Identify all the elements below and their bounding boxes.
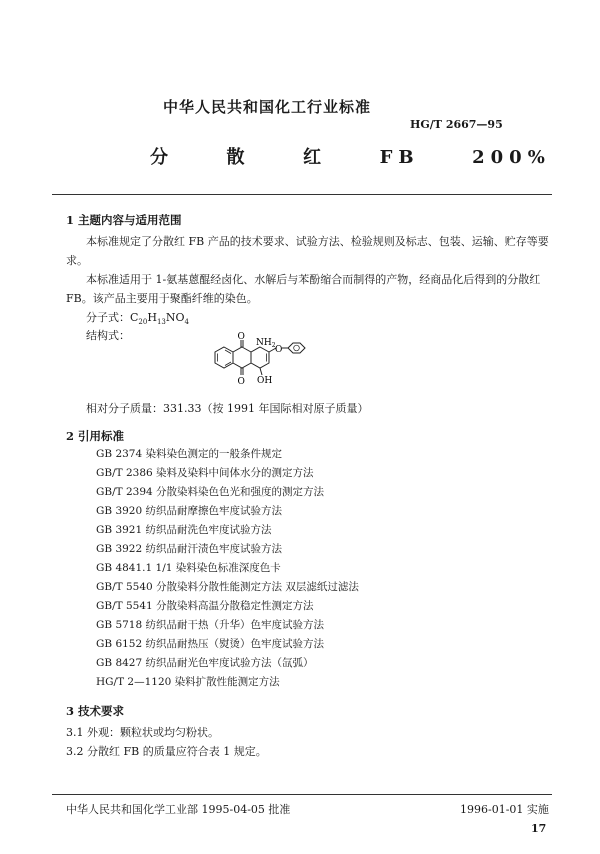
section-1-para-2-cont: FB。该产品主要用于聚酯纤维的染色。 <box>66 292 258 305</box>
formula-h-count: 13 <box>156 318 166 326</box>
ref-gb6152: GB 6152 纺织品耐热压（熨烫）色牢度试验方法 <box>96 638 324 650</box>
header-divider <box>52 194 552 195</box>
page-number: 17 <box>531 822 547 835</box>
phenyl-ring <box>288 343 305 353</box>
ref-gb3922: GB 3922 纺织品耐汗渍色牢度试验方法 <box>96 543 283 555</box>
approval-line: 中华人民共和国化学工业部 1995-04-05 批准 <box>66 803 291 816</box>
section-1-heading: 1 主题内容与适用范围 <box>66 213 182 227</box>
ref-gb2374: GB 2374 染料染色测定的一般条件规定 <box>96 448 283 460</box>
carbonyl-o-bottom: O <box>237 377 245 387</box>
section-3-heading: 3 技术要求 <box>66 704 125 718</box>
ref-gbt5540: GB/T 5540 分散染料分散性能测定方法 双层滤纸过滤法 <box>96 581 359 593</box>
structural-formula <box>200 330 320 392</box>
issuing-authority: 中华人民共和国化工行业标准 <box>163 98 372 116</box>
section-2-heading: 2 引用标准 <box>66 429 125 443</box>
ref-gb4841: GB 4841.1 1/1 染料染色标准深度色卡 <box>96 562 281 574</box>
hydroxyl-group: OH <box>257 376 273 386</box>
section-1-para-1-cont: 求。 <box>66 254 88 267</box>
formula-c-count: 20 <box>138 318 148 326</box>
footer-divider <box>52 794 552 795</box>
section-1-para-2: 本标准适用于 1-氨基蒽醌经卤化、水解后与苯酚缩合而制得的产物，经商品化后得到的分散红 <box>86 273 541 286</box>
ref-hgt2-1120: HG/T 2—1120 染料扩散性能测定方法 <box>96 676 280 688</box>
section-1-para-1: 本标准规定了分散红 FB 产品的技术要求、试验方法、检验规则及标志、包装、运输、贮存等要 <box>86 235 549 248</box>
standard-number: HG/T 2667—95 <box>410 118 503 131</box>
ref-gbt2394: GB/T 2394 分散染料染色色光和强度的测定方法 <box>96 486 325 498</box>
effective-date: 1996-01-01 实施 <box>460 803 549 816</box>
ref-gb5718: GB 5718 纺织品耐干热（升华）色牢度试验方法 <box>96 619 324 631</box>
structure-label: 结构式： <box>86 329 130 342</box>
section-3-1: 3.1 外观：颗粒状或均匀粉状。 <box>66 726 219 739</box>
phenoxy-oxygen: O <box>275 345 283 355</box>
document-title: 分 散 红 FB 200% <box>150 147 551 168</box>
formula-c: C <box>130 311 139 324</box>
ref-gb8427: GB 8427 纺织品耐光色牢度试验方法（氙弧） <box>96 657 314 669</box>
ref-gbt2386: GB/T 2386 染料及染料中间体水分的测定方法 <box>96 467 314 479</box>
amino-group: $NH_2$ <box>256 338 276 349</box>
formula-o-count: 4 <box>184 318 189 326</box>
molecular-formula <box>86 309 189 326</box>
ref-gb3920: GB 3920 纺织品耐摩擦色牢度试验方法 <box>96 505 283 517</box>
formula-h: H <box>147 311 157 324</box>
ref-gbt5541: GB/T 5541 分散染料高温分散稳定性测定方法 <box>96 600 314 612</box>
formula-rest: NO <box>165 311 185 324</box>
quinone-ring <box>233 347 251 368</box>
carbonyl-o-top: O <box>237 332 245 342</box>
ref-gb3921: GB 3921 纺织品耐洗色牢度试验方法 <box>96 524 272 536</box>
molecular-weight: 相对分子质量：331.33（按 1991 年国际相对原子质量） <box>86 402 369 415</box>
formula-label: 分子式： <box>86 311 130 324</box>
section-3-2: 3.2 分散红 FB 的质量应符合表 1 规定。 <box>66 745 267 758</box>
